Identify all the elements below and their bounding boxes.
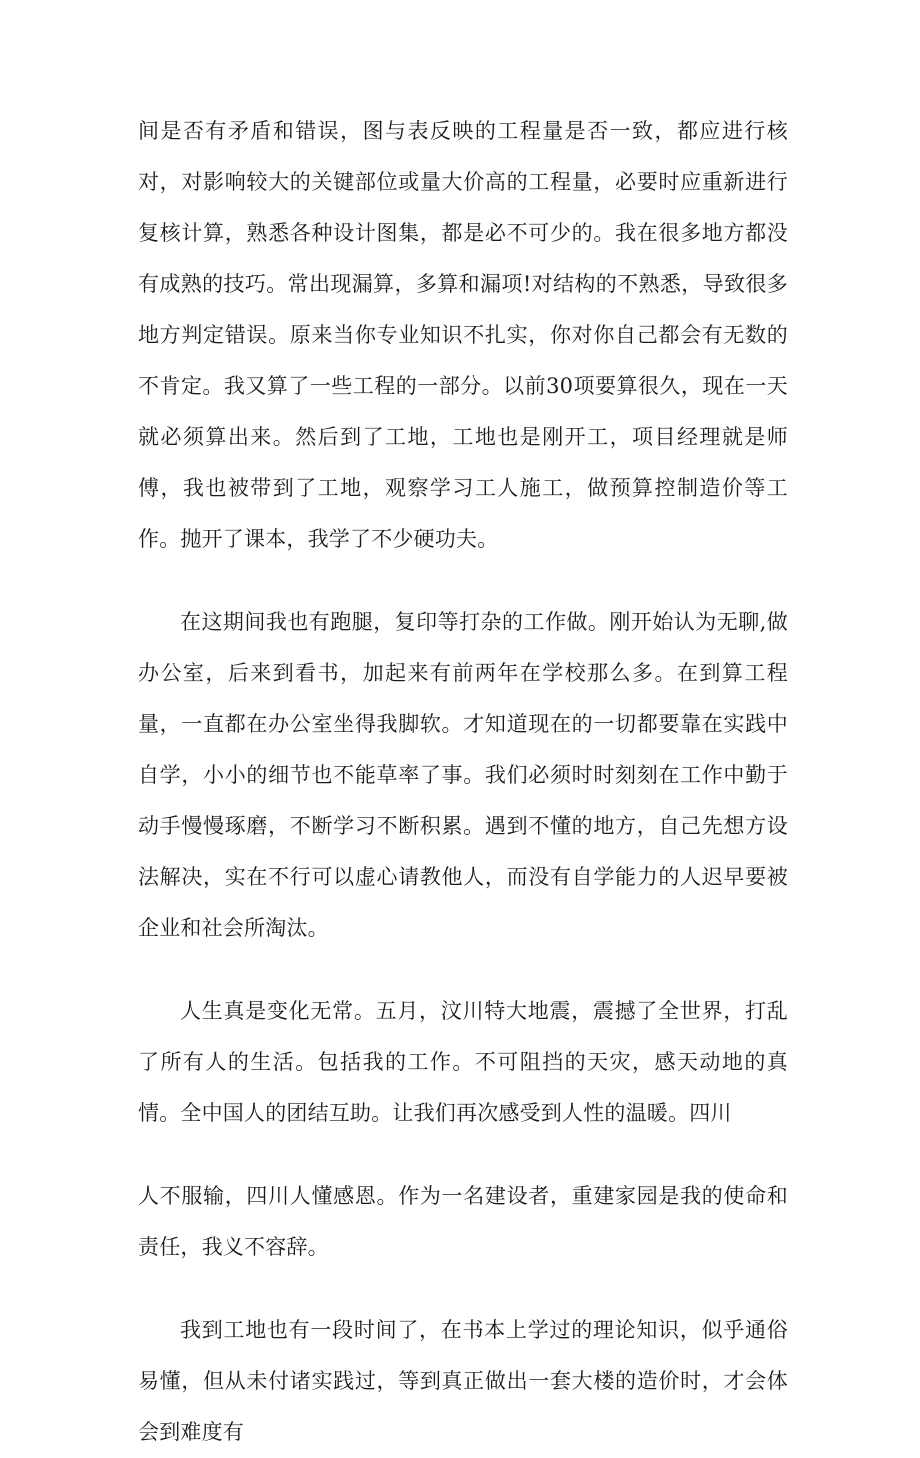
paragraph-continuation: 间是否有矛盾和错误，图与表反映的工程量是否一致，都应进行核对，对影响较大的关键部位或量大价高的工程量，必要时应重新进行复核计算，熟悉各种设计图集，都是必不可少的。我在很多地方都没有成熟的技巧。常出现漏算，多算和漏项!对结构的不熟悉，导致很多地方判定错误。原来当你专业知识不扎实，你对你自己都会有无数的不肯定。我又算了一些工程的一部分。以前30项要算很久，现在一天就必须算出来。然后到了工地，工地也是刚开工，项目经理就是师傅，我也被带到了工地，观察学习工人施工，做预算控制造价等工作。抛开了课本，我学了不少硬功夫。 <box>138 119 788 551</box>
paragraph-earthquake: 人生真是变化无常。五月，汶川特大地震，震撼了全世界，打乱了所有人的生活。包括我的工作。不可阻挡的天灾，感天动地的真情。全中国人的团结互助。让我们再次感受到人性的温暖。四川 <box>138 999 788 1125</box>
paragraph-errands: 在这期间我也有跑腿，复印等打杂的工作做。刚开始认为无聊,做办公室，后来到看书，加起来有前两年在学校那么多。在到算工程量，一直都在办公室坐得我脚软。才知道现在的一切都要靠在实践中自学，小小的细节也不能草率了事。我们必须时时刻刻在工作中勤于动手慢慢琢磨，不断学习不断积累。遇到不懂的地方，自己先想方设法解决，实在不行可以虚心请教他人，而没有自学能力的人迟早要被企业和社会所淘汰。 <box>138 610 788 940</box>
document-body <box>138 106 788 1458</box>
paragraph-sichuan: 人不服输，四川人懂感恩。作为一名建设者，重建家园是我的使命和责任，我义不容辞。 <box>138 1184 788 1259</box>
paragraph-worksite: 我到工地也有一段时间了，在书本上学过的理论知识，似乎通俗易懂，但从未付诸实践过，等到真正做出一套大楼的造价时，才会体会到难度有 <box>138 1318 788 1444</box>
